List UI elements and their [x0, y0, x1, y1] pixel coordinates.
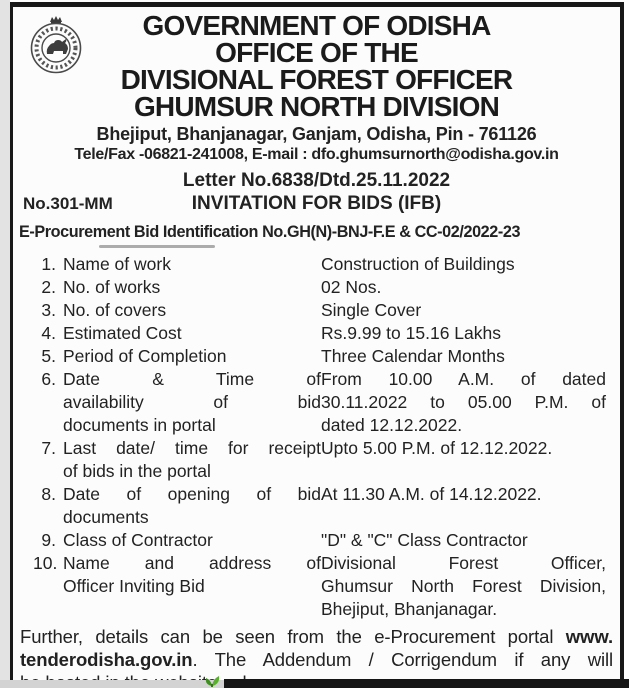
- text-line: "D" & "C" Class Contractor: [321, 530, 528, 550]
- item-value: [321, 437, 606, 483]
- text-line: of bids in the portal: [63, 461, 211, 481]
- item-number: 4.: [41, 323, 56, 343]
- list-item: [33, 276, 606, 299]
- item-value: [321, 345, 606, 368]
- footer-line-2: [20, 648, 613, 671]
- text-line: Bhejiput, Bhanjanagar.: [321, 599, 498, 619]
- item-number: 2.: [41, 277, 56, 297]
- item-number: 9.: [41, 530, 56, 550]
- text-line: From 10.00 A.M. of dated: [321, 369, 606, 389]
- notice-title: INVITATION FOR BIDS (IFB): [191, 193, 442, 214]
- item-label: [63, 368, 321, 437]
- item-value: [321, 322, 606, 345]
- item-value: [321, 529, 606, 552]
- text-line: Name and address of: [63, 553, 321, 573]
- list-item: [33, 437, 606, 483]
- text-line: Date & Time of: [63, 369, 321, 389]
- text-line: No. of covers: [63, 300, 167, 320]
- odisha-government-seal-icon: [27, 15, 85, 77]
- item-number: 6.: [41, 369, 56, 389]
- footer-line-1-text: Further, details can be seen from the e-Procurement portal: [20, 626, 554, 647]
- scan-artifact-line: [99, 245, 215, 248]
- item-label: [63, 253, 321, 276]
- footer-line-2-url-part: tenderodisha.gov.in: [20, 649, 193, 670]
- item-label: [63, 529, 321, 552]
- tender-notice-document: [10, 2, 624, 688]
- item-value: [321, 253, 606, 276]
- footer-line-2-text: . The Addendum / Corrigendum if any will: [192, 649, 613, 670]
- item-value: [321, 368, 606, 437]
- text-line: Class of Contractor: [63, 530, 213, 550]
- text-line: Period of Completion: [63, 346, 227, 366]
- text-line: availability of bid: [63, 392, 321, 412]
- text-line: documents in portal: [63, 415, 216, 435]
- bid-identification-text: E-Procurement Bid Identification No.GH(N)-BNJ-F.E & CC-02/2022-23: [19, 223, 521, 241]
- item-number: 8.: [41, 484, 56, 504]
- item-number: 1.: [41, 254, 56, 274]
- text-line: Rs.9.99 to 15.16 Lakhs: [321, 323, 501, 343]
- item-number: 7.: [41, 438, 56, 458]
- text-line: Three Calendar Months: [321, 346, 505, 366]
- list-item: [33, 253, 606, 276]
- bottom-gray-strip: [0, 680, 224, 688]
- bid-identification: [13, 223, 620, 242]
- item-label: [63, 322, 321, 345]
- text-line: Last date/ time for receipt: [63, 438, 321, 458]
- office-address: Bhejiput, Bhanjanagar, Ganjam, Odisha, Pin - 761126: [96, 124, 537, 144]
- item-value: [321, 483, 606, 529]
- item-label: [63, 276, 321, 299]
- list-item: [33, 483, 606, 529]
- item-number: 3.: [41, 300, 56, 320]
- footer-line-1: [20, 625, 613, 648]
- heading-line-4: GHUMSUR NORTH DIVISION: [133, 91, 500, 122]
- item-label: [63, 345, 321, 368]
- item-number: 5.: [41, 346, 56, 366]
- heading-line-3: DIVISIONAL FOREST OFFICER: [120, 64, 513, 95]
- text-line: 30.11.2022 to 05.00 P.M. of: [321, 392, 606, 412]
- ifb-details-list: [13, 253, 620, 621]
- list-item: [33, 552, 606, 621]
- text-line: dated 12.12.2022.: [321, 415, 463, 435]
- item-label: [63, 299, 321, 322]
- item-value: [321, 276, 606, 299]
- bottom-dark-bar: [224, 679, 629, 688]
- item-label: [63, 437, 321, 483]
- text-line: No. of works: [63, 277, 161, 297]
- list-item: [33, 345, 606, 368]
- list-item: [33, 322, 606, 345]
- text-line: Construction of Buildings: [321, 254, 515, 274]
- heading-line-2: OFFICE OF THE: [215, 37, 418, 68]
- text-line: Upto 5.00 P.M. of 12.12.2022.: [321, 438, 553, 458]
- text-line: At 11.30 A.M. of 14.12.2022.: [321, 484, 542, 504]
- page-left-margin: [0, 0, 10, 688]
- footer-line-1-url-part: www.: [565, 626, 613, 647]
- text-line: Name of work: [63, 254, 171, 274]
- text-line: Divisional Forest Officer,: [321, 553, 606, 573]
- text-line: 02 Nos.: [321, 277, 382, 297]
- item-value: [321, 299, 606, 322]
- text-line: Ghumsur North Forest Division,: [321, 576, 606, 596]
- text-line: Date of opening of bid: [63, 484, 321, 504]
- heading-line-1: GOVERNMENT OF ODISHA: [142, 10, 491, 41]
- reference-row: [13, 192, 620, 215]
- contact-info: Tele/Fax -06821-241008, E-mail : dfo.ghumsurnorth@odisha.gov.in: [74, 146, 559, 163]
- list-item: [33, 529, 606, 552]
- letter-number: Letter No.6838/Dtd.25.11.2022: [182, 170, 451, 191]
- item-label: [63, 552, 321, 621]
- item-value: [321, 552, 606, 621]
- text-line: Officer Inviting Bid: [63, 576, 205, 596]
- leaf-icon: [203, 674, 221, 687]
- text-line: Single Cover: [321, 300, 422, 320]
- text-line: Estimated Cost: [63, 323, 182, 343]
- item-label: [63, 483, 321, 529]
- list-item: [33, 299, 606, 322]
- text-line: documents: [63, 507, 149, 527]
- item-number: 10.: [33, 553, 58, 573]
- list-item: [33, 368, 606, 437]
- document-heading: [13, 12, 620, 120]
- reference-number: No.301-MM: [23, 194, 113, 213]
